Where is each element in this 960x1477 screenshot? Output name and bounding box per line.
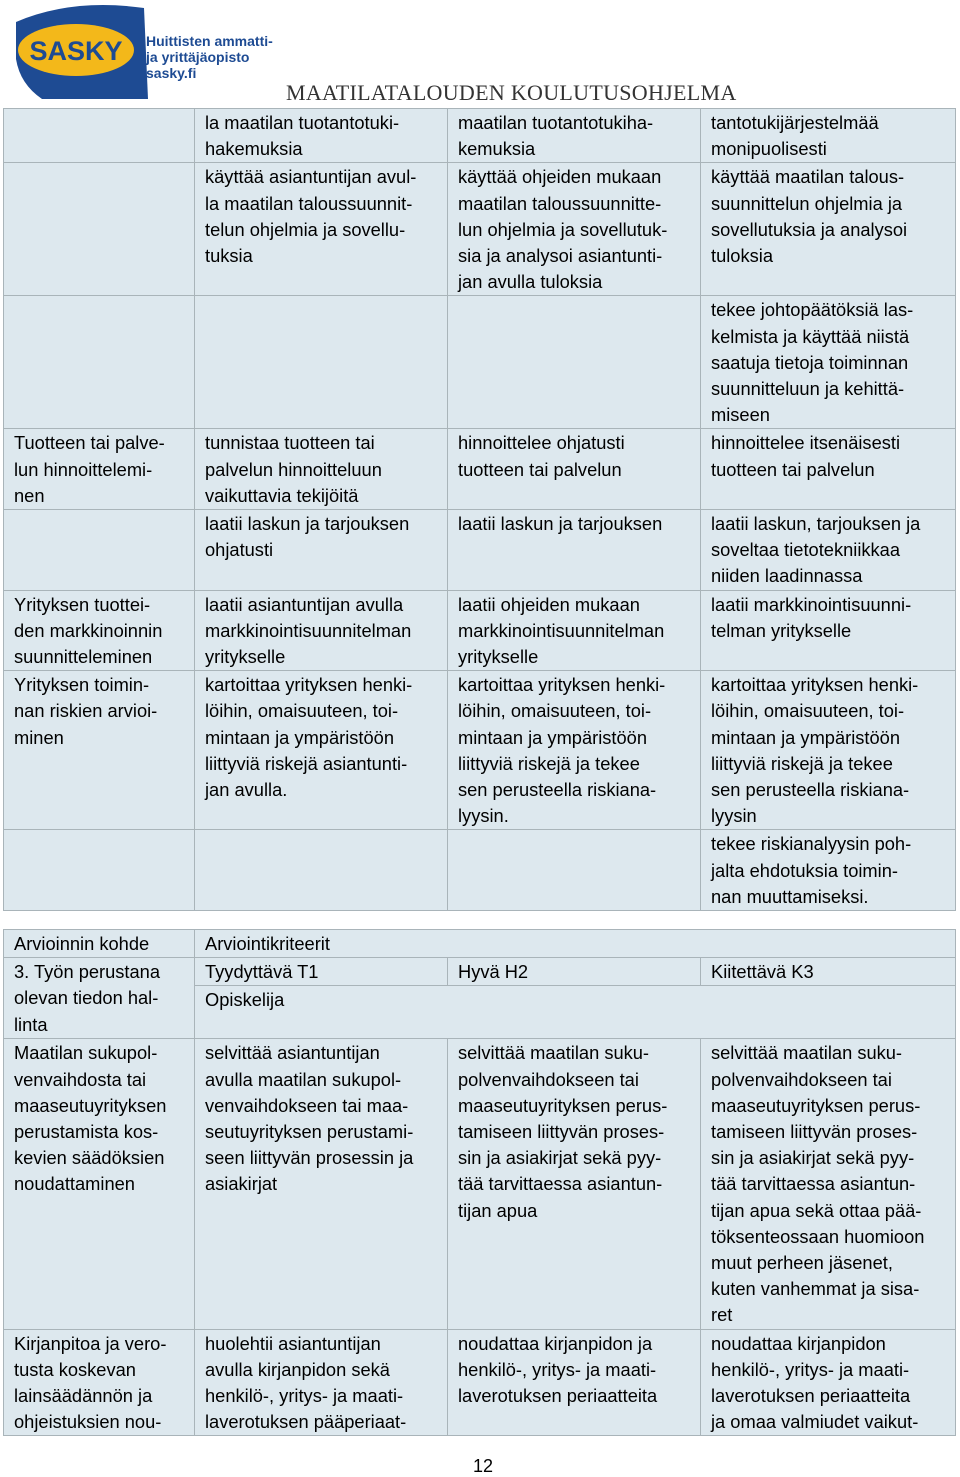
level-k3-cell xyxy=(701,590,956,671)
sasky-logo xyxy=(12,4,282,99)
text-line: ret xyxy=(711,1304,733,1326)
criterion-cell xyxy=(4,429,195,510)
text-line: kartoittaa yrityksen henki- xyxy=(205,674,413,696)
text-line: löihin, omaisuuteen, toi- xyxy=(711,700,905,722)
text-line: avulla maatilan sukupol- xyxy=(205,1068,402,1090)
text-line: suunnittelun ohjelmia ja xyxy=(711,192,903,214)
criterion-cell xyxy=(4,1329,195,1436)
level-k3-cell xyxy=(701,510,956,591)
text-line: tijan apua sekä ottaa pää- xyxy=(711,1199,922,1221)
text-line: 3. Työn perustana xyxy=(14,961,161,983)
text-line: venvaihdosta tai xyxy=(14,1068,147,1090)
text-line: mintaan ja ympäristöön xyxy=(711,726,900,748)
table-row xyxy=(4,590,956,671)
level-h2-cell xyxy=(448,163,701,296)
text-line: jan avulla. xyxy=(205,779,288,801)
text-line: lainsäädännön ja xyxy=(14,1385,153,1407)
level-t1-cell xyxy=(195,671,448,830)
text-line: lun hinnoittelemi- xyxy=(14,458,153,480)
text-line: noudattaa kirjanpidon ja xyxy=(458,1332,653,1354)
text-line: löihin, omaisuuteen, toi- xyxy=(458,700,652,722)
text-line: la maatilan tuotantotuki- xyxy=(205,112,400,133)
level-k3-cell xyxy=(701,1329,956,1436)
table-row xyxy=(4,1329,956,1436)
table-row xyxy=(4,510,956,591)
text-line: minen xyxy=(14,726,64,748)
text-line: käyttää asiantuntijan avul- xyxy=(205,166,417,188)
logo-tagline-2: ja yrittäjäopisto xyxy=(146,49,250,65)
text-line: hinnoittelee itsenäisesti xyxy=(711,432,901,454)
table-row xyxy=(4,1039,956,1329)
text-line: lyysin xyxy=(711,805,757,827)
text-line: tuotteen tai palvelun xyxy=(458,458,622,480)
text-line: linta xyxy=(14,1013,48,1035)
text-line: saatuja tietoja toiminnan xyxy=(711,351,909,373)
logo-url: sasky.fi xyxy=(146,65,197,81)
text-line: laatii laskun ja tarjouksen xyxy=(458,513,663,535)
text-line: laatii laskun, tarjouksen ja xyxy=(711,513,921,535)
text-line: löihin, omaisuuteen, toi- xyxy=(205,700,399,722)
level-k3-cell xyxy=(701,429,956,510)
level-h2-cell xyxy=(448,671,701,830)
level-h2-cell xyxy=(448,296,701,429)
table-row xyxy=(4,671,956,830)
header-arviointikriteerit: Arviointikriteerit xyxy=(195,930,956,958)
text-line: mintaan ja ympäristöön xyxy=(458,726,647,748)
text-line: muut perheen jäsenet, xyxy=(711,1252,893,1274)
text-line: laatii ohjeiden mukaan xyxy=(458,593,640,615)
text-line: Yrityksen toimin- xyxy=(14,674,150,696)
text-line: tekee johtopäätöksiä las- xyxy=(711,299,914,321)
text-line: henkilö-, yritys- ja maati- xyxy=(205,1385,404,1407)
header-arvioinnin-kohde: Arvioinnin kohde xyxy=(4,930,195,958)
text-line: asiakirjat xyxy=(205,1173,278,1195)
logo-tagline-1: Huittisten ammatti- xyxy=(146,33,273,49)
level-h2-cell xyxy=(448,1039,701,1329)
text-line: tamiseen liittyvän proses- xyxy=(458,1121,665,1143)
criterion-cell xyxy=(4,671,195,830)
table-row xyxy=(4,429,956,510)
text-line: telun ohjelmia ja sovellu- xyxy=(205,218,406,240)
text-line: laatii asiantuntijan avulla xyxy=(205,593,404,615)
text-line: ohjatusti xyxy=(205,539,274,561)
text-line: liittyviä riskejä asiantunti- xyxy=(205,752,408,774)
text-line: henkilö-, yritys- ja maati- xyxy=(711,1358,910,1380)
criterion-cell xyxy=(4,830,195,911)
text-line: sovellutuksia ja analysoi xyxy=(711,218,908,240)
text-line: liittyviä riskejä ja tekee xyxy=(711,752,893,774)
level-t1-cell xyxy=(195,163,448,296)
level-h2-cell xyxy=(448,109,701,163)
text-line: tantotukijärjestelmää xyxy=(711,112,879,133)
text-line: jan avulla tuloksia xyxy=(458,271,603,293)
text-line: yritykselle xyxy=(458,646,539,668)
text-line: polvenvaihdokseen tai xyxy=(458,1068,639,1090)
text-line: noudattaa kirjanpidon xyxy=(711,1332,886,1354)
table-row xyxy=(4,163,956,296)
level-t1-cell xyxy=(195,590,448,671)
text-line: Yrityksen tuottei- xyxy=(14,593,151,615)
text-line: niiden laadinnassa xyxy=(711,565,863,587)
text-line: nen xyxy=(14,484,45,506)
text-line: kuten vanhemmat ja sisa- xyxy=(711,1278,920,1300)
text-line: miseen xyxy=(711,404,770,426)
criteria-table-top xyxy=(3,108,956,911)
text-line: seen liittyvän prosessin ja xyxy=(205,1147,414,1169)
level-t1-cell xyxy=(195,510,448,591)
level-t1-cell xyxy=(195,429,448,510)
text-line: tuloksia xyxy=(711,245,773,267)
table-row xyxy=(4,296,956,429)
logo-brand-text: SASKY xyxy=(29,36,123,66)
text-line: telman yritykselle xyxy=(711,619,852,641)
text-line: tamiseen liittyvän proses- xyxy=(711,1121,918,1143)
text-line: tuotteen tai palvelun xyxy=(711,458,875,480)
level-t1-cell xyxy=(195,1039,448,1329)
text-line: kartoittaa yrityksen henki- xyxy=(711,674,919,696)
text-line: venvaihdokseen tai maa- xyxy=(205,1094,409,1116)
text-line: jalta ehdotuksia toimin- xyxy=(711,859,898,881)
text-line: tää tarvittaessa asiantun- xyxy=(711,1173,916,1195)
grade-t1: Tyydyttävä T1 xyxy=(195,958,448,986)
level-h2-cell xyxy=(448,1329,701,1436)
text-line: la maatilan taloussuunnit- xyxy=(205,192,413,214)
text-line: soveltaa tietotekniikkaa xyxy=(711,539,901,561)
text-line: henkilö-, yritys- ja maati- xyxy=(458,1358,657,1380)
table-row xyxy=(4,109,956,163)
text-line: Tuotteen tai palve- xyxy=(14,432,165,454)
opiskelija-label: Opiskelija xyxy=(195,986,956,1039)
text-line: sen perusteella riskiana- xyxy=(458,779,657,801)
level-h2-cell xyxy=(448,830,701,911)
level-k3-cell xyxy=(701,671,956,830)
text-line: selvittää maatilan suku- xyxy=(458,1042,650,1064)
text-line: tusta koskevan xyxy=(14,1358,136,1380)
text-line: markkinointisuunnitelman xyxy=(458,619,665,641)
text-line: ja omaa valmiudet vaikut- xyxy=(711,1411,919,1433)
text-line: maaseutuyrityksen perus- xyxy=(458,1094,668,1116)
text-line: monipuolisesti xyxy=(711,138,827,160)
level-t1-cell xyxy=(195,1329,448,1436)
grade-h2: Hyvä H2 xyxy=(448,958,701,986)
criterion-cell xyxy=(4,1039,195,1329)
text-line: mintaan ja ympäristöön xyxy=(205,726,394,748)
text-line: palvelun hinnoitteluun xyxy=(205,458,382,480)
text-line: yritykselle xyxy=(205,646,286,668)
text-line: kelmista ja käyttää niistä xyxy=(711,325,910,347)
text-line: sin ja asiakirjat sekä pyy- xyxy=(458,1147,662,1169)
text-line: nan muuttamiseksi. xyxy=(711,885,869,907)
level-h2-cell xyxy=(448,590,701,671)
text-line: seutuyrityksen perustami- xyxy=(205,1121,414,1143)
text-line: tijan apua xyxy=(458,1199,538,1221)
text-line: sia ja analysoi asiantunti- xyxy=(458,245,663,267)
text-line: tää tarvittaessa asiantun- xyxy=(458,1173,663,1195)
level-k3-cell xyxy=(701,109,956,163)
text-line: sen perusteella riskiana- xyxy=(711,779,910,801)
level-t1-cell xyxy=(195,109,448,163)
level-h2-cell xyxy=(448,429,701,510)
criterion-cell xyxy=(4,296,195,429)
text-line: laatii laskun ja tarjouksen xyxy=(205,513,410,535)
text-line: sin ja asiakirjat sekä pyy- xyxy=(711,1147,915,1169)
text-line: nan riskien arvioi- xyxy=(14,700,158,722)
text-line: selvittää maatilan suku- xyxy=(711,1042,903,1064)
text-line: laverotuksen periaatteita xyxy=(458,1385,658,1407)
text-line: markkinointisuunnitelman xyxy=(205,619,412,641)
text-line: vaikuttavia tekijöitä xyxy=(205,484,359,506)
text-line: maatilan taloussuunnitte- xyxy=(458,192,662,214)
text-line: Maatilan sukupol- xyxy=(14,1042,158,1064)
text-line: den markkinoinnin xyxy=(14,619,163,641)
text-line: laverotuksen pääperiaat- xyxy=(205,1411,407,1433)
text-line: käyttää maatilan talous- xyxy=(711,166,905,188)
text-line: huolehtii asiantuntijan xyxy=(205,1332,381,1354)
text-line: suunnitteleminen xyxy=(14,646,153,668)
text-line: maaseutuyrityksen xyxy=(14,1094,167,1116)
text-line: maatilan tuotantotukiha- xyxy=(458,112,654,133)
text-line: olevan tiedon hal- xyxy=(14,987,159,1009)
level-h2-cell xyxy=(448,510,701,591)
text-line: Kirjanpitoa ja vero- xyxy=(14,1332,167,1354)
grade-k3: Kiitettävä K3 xyxy=(701,958,956,986)
text-line: kevien säädöksien xyxy=(14,1147,165,1169)
text-line: laverotuksen periaatteita xyxy=(711,1385,911,1407)
level-t1-cell xyxy=(195,830,448,911)
level-k3-cell xyxy=(701,1039,956,1329)
level-k3-cell xyxy=(701,296,956,429)
text-line: lyysin. xyxy=(458,805,509,827)
text-line: laatii markkinointisuunni- xyxy=(711,593,912,615)
text-line: hakemuksia xyxy=(205,138,303,160)
text-line: tekee riskianalyysin poh- xyxy=(711,833,912,855)
text-line: polvenvaihdokseen tai xyxy=(711,1068,892,1090)
level-t1-cell xyxy=(195,296,448,429)
text-line: selvittää asiantuntijan xyxy=(205,1042,380,1064)
criterion-cell xyxy=(4,109,195,163)
criteria-table-bottom xyxy=(3,929,956,1436)
text-line: tunnistaa tuotteen tai xyxy=(205,432,375,454)
page-number: 12 xyxy=(473,1456,494,1476)
level-k3-cell xyxy=(701,163,956,296)
text-line: tuksia xyxy=(205,245,253,267)
text-line: avulla kirjanpidon sekä xyxy=(205,1358,390,1380)
program-title: MAATILATALOUDEN KOULUTUSOHJELMA xyxy=(286,80,737,105)
text-line: perustamista kos- xyxy=(14,1121,159,1143)
text-line: suunnitteluun ja kehittä- xyxy=(711,378,905,400)
text-line: ohjeistuksien nou- xyxy=(14,1411,162,1433)
text-line: liittyviä riskejä ja tekee xyxy=(458,752,640,774)
table-row xyxy=(4,830,956,911)
text-line: käyttää ohjeiden mukaan xyxy=(458,166,662,188)
text-line: kartoittaa yrityksen henki- xyxy=(458,674,666,696)
text-line: maaseutuyrityksen perus- xyxy=(711,1094,921,1116)
level-k3-cell xyxy=(701,830,956,911)
criterion-cell xyxy=(4,163,195,296)
text-line: noudattaminen xyxy=(14,1173,135,1195)
text-line: kemuksia xyxy=(458,138,536,160)
text-line: lun ohjelmia ja sovellutuk- xyxy=(458,218,668,240)
text-line: hinnoittelee ohjatusti xyxy=(458,432,625,454)
section-title xyxy=(4,958,195,1039)
criterion-cell xyxy=(4,590,195,671)
text-line: töksenteossaan huomioon xyxy=(711,1225,925,1247)
criterion-cell xyxy=(4,510,195,591)
